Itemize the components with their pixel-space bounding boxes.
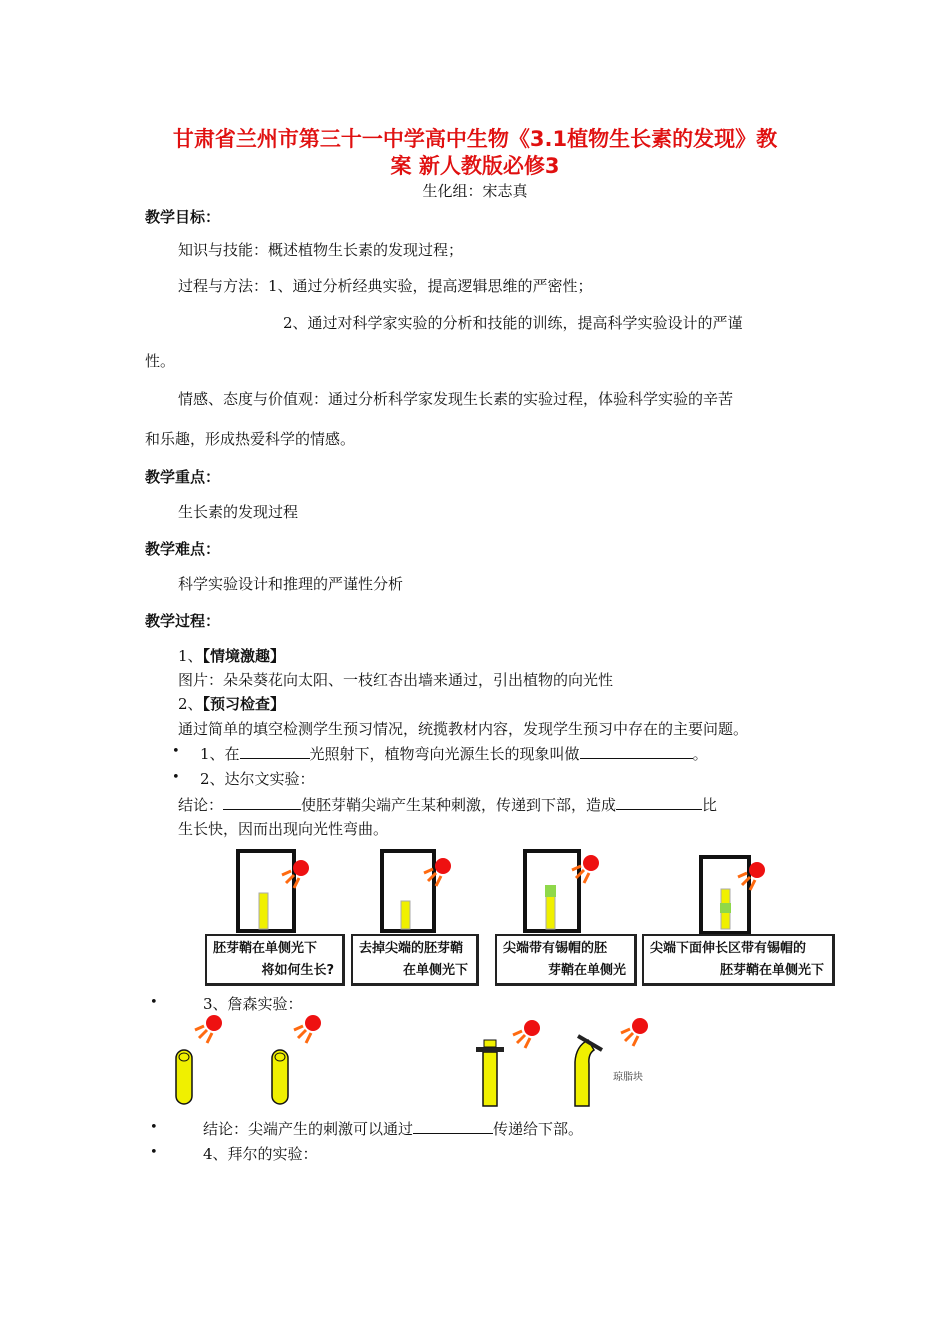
agar-block xyxy=(476,1047,504,1052)
shoot xyxy=(483,1052,497,1106)
process-heading: 教学过程： xyxy=(145,612,221,630)
objective-process-2: 2、通过对科学家实验的分析和技能的训练，提高科学实验设计的严谨 xyxy=(283,314,743,332)
darwin-caption-3 xyxy=(495,934,637,986)
jensen-shoot-2 xyxy=(272,1015,321,1104)
sun-icon xyxy=(435,858,451,874)
question-4: 4、拜尔的实验： xyxy=(203,1145,318,1163)
tin-cap xyxy=(545,885,556,897)
shoot-bent xyxy=(575,1040,594,1106)
light-ray xyxy=(298,1030,306,1038)
jensen-conclusion-a: 结论：尖端产生的刺激可以通过 xyxy=(203,1120,414,1138)
jensen-shoot-1 xyxy=(176,1015,222,1104)
step-1 xyxy=(178,645,285,666)
darwin-conclusion-c: 比 xyxy=(702,796,718,814)
light-ray xyxy=(633,1036,638,1046)
sun-icon xyxy=(583,855,599,871)
step-1-label: 【情境激趣】 xyxy=(202,647,286,665)
key-point-text: 生长素的发现过程 xyxy=(178,503,299,521)
difficulty-heading: 教学难点： xyxy=(145,540,221,558)
agar-label: 琼脂块 xyxy=(613,1072,643,1083)
caption-line2: 芽鞘在单侧光 xyxy=(547,963,626,978)
caption-line1: 胚芽鞘在单侧光下 xyxy=(213,941,318,956)
caption-line1: 去掉尖端的胚芽鞘 xyxy=(359,941,464,956)
sun-icon xyxy=(524,1020,540,1036)
blank-2 xyxy=(580,744,693,759)
blank-5 xyxy=(413,1119,493,1134)
caption-line2: 将如何生长? xyxy=(261,963,334,978)
step-1-number: 1、 xyxy=(178,647,203,665)
question-1-c: 。 xyxy=(692,745,708,763)
light-ray xyxy=(625,1033,633,1041)
objectives-heading: 教学目标： xyxy=(145,208,221,226)
step-2-number: 2、 xyxy=(178,695,203,713)
bullet: • xyxy=(172,744,180,759)
caption-line1: 尖端带有锡帽的胚 xyxy=(503,941,608,956)
darwin-setup-1 xyxy=(238,851,309,931)
question-1-b: 光照射下，植物弯向光源生长的现象叫做 xyxy=(309,745,580,763)
shoot xyxy=(272,1050,288,1104)
darwin-setup-2 xyxy=(382,851,451,931)
bullet: • xyxy=(150,995,158,1010)
sun-icon xyxy=(749,862,765,878)
darwin-caption-4 xyxy=(642,934,835,986)
jensen-shoot-3 xyxy=(476,1020,540,1106)
caption-line2: 胚芽鞘在单侧光下 xyxy=(719,963,824,978)
objective-emotion-1: 情感、态度与价值观：通过分析科学家发现生长素的实验过程，体验科学实验的辛苦 xyxy=(178,390,734,408)
light-ray xyxy=(738,873,747,877)
jensen-figures xyxy=(170,1010,670,1110)
question-2: 2、达尔文实验： xyxy=(200,770,315,788)
light-ray xyxy=(436,876,441,886)
light-ray xyxy=(306,1033,311,1043)
objective-process-2-cont: 性。 xyxy=(145,352,176,370)
difficulty-text: 科学实验设计和推理的严谨性分析 xyxy=(178,575,404,593)
blank-4 xyxy=(616,795,702,810)
jensen-conclusion xyxy=(203,1118,583,1139)
light-ray xyxy=(207,1033,212,1043)
blank-1 xyxy=(240,744,310,759)
darwin-conclusion xyxy=(178,794,717,815)
doc-title-line1: 甘肃省兰州市第三十一中学高中生物《3.1植物生长素的发现》教 xyxy=(172,127,778,151)
darwin-conclusion-b: 使胚芽鞘尖端产生某种刺激，传递到下部，造成 xyxy=(301,796,617,814)
darwin-setup-3 xyxy=(525,851,599,931)
shoot xyxy=(259,893,268,929)
caption-line2: 在单侧光下 xyxy=(402,963,468,978)
step-2-label: 【预习检查】 xyxy=(202,695,286,713)
step-2 xyxy=(178,693,285,714)
sun-icon xyxy=(293,860,309,876)
key-point-heading: 教学重点： xyxy=(145,468,221,486)
light-ray xyxy=(199,1030,207,1038)
doc-title-line2: 案 新人教版必修3 xyxy=(390,154,560,178)
objective-knowledge: 知识与技能：概述植物生长素的发现过程； xyxy=(178,241,464,259)
shoot-decapitated xyxy=(401,901,410,929)
light-ray xyxy=(195,1026,204,1030)
question-1 xyxy=(200,743,708,764)
darwin-conclusion-line2: 生长快，因而出现向光性弯曲。 xyxy=(178,820,389,838)
sun-icon xyxy=(206,1015,222,1031)
light-ray xyxy=(621,1029,630,1033)
light-ray xyxy=(282,871,291,875)
light-ray xyxy=(513,1031,522,1035)
tin-cap xyxy=(720,903,731,913)
shoot xyxy=(546,895,555,929)
bullet: • xyxy=(172,770,180,785)
step-1-text: 图片：朵朵葵花向太阳、一枝红杏出墙来通过，引出植物的向光性 xyxy=(178,671,614,689)
author: 生化组：宋志真 xyxy=(422,182,528,200)
darwin-conclusion-a: 结论： xyxy=(178,796,224,814)
darwin-caption-2 xyxy=(351,934,479,986)
darwin-figures xyxy=(200,845,840,945)
light-ray xyxy=(525,1038,530,1048)
caption-line1: 尖端下面伸长区带有锡帽的 xyxy=(650,941,807,956)
blank-3 xyxy=(223,795,301,810)
bullet: • xyxy=(150,1120,158,1135)
light-ray xyxy=(294,1026,303,1030)
objective-emotion-2: 和乐趣，形成热爱科学的情感。 xyxy=(145,430,356,448)
bullet: • xyxy=(150,1145,158,1160)
sun-icon xyxy=(632,1018,648,1034)
shoot-tip xyxy=(484,1040,496,1047)
sun-icon xyxy=(305,1015,321,1031)
light-ray xyxy=(517,1035,525,1043)
jensen-shoot-4 xyxy=(575,1018,648,1106)
objective-process-1: 过程与方法：1、通过分析经典实验，提高逻辑思维的严密性； xyxy=(178,277,593,295)
jensen-conclusion-b: 传递给下部。 xyxy=(493,1120,584,1138)
shoot xyxy=(176,1050,192,1104)
question-3: 3、詹森实验： xyxy=(203,995,303,1013)
question-1-a: 1、在 xyxy=(200,745,240,763)
light-ray xyxy=(424,869,433,873)
darwin-caption-1 xyxy=(205,934,345,986)
darwin-setup-4 xyxy=(701,857,765,933)
light-ray xyxy=(584,873,589,883)
step-2-text: 通过简单的填空检测学生预习情况，统揽教材内容，发现学生预习中存在的主要问题。 xyxy=(178,720,749,738)
